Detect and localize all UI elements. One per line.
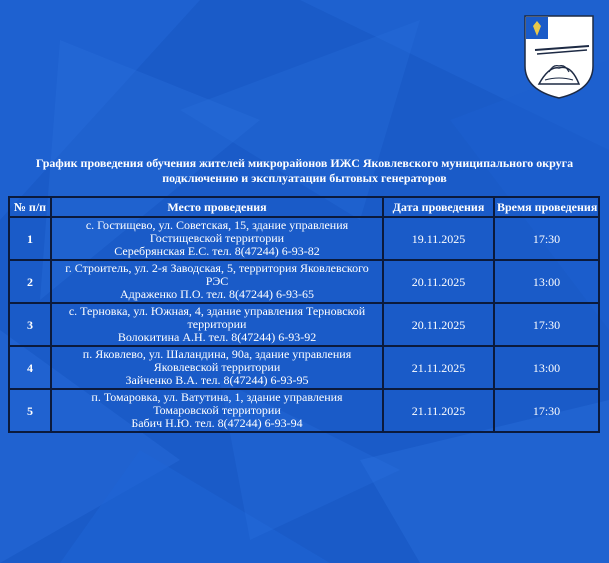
header-place: Место проведения — [51, 197, 383, 217]
row-time: 17:30 — [494, 389, 599, 432]
row-date: 20.11.2025 — [383, 260, 494, 303]
table-row — [9, 346, 599, 389]
header-date: Дата проведения — [383, 197, 494, 217]
place-address: п. Яковлево, ул. Шаландина, 90а, здание управления — [82, 347, 352, 361]
place-territory: Гостищевской территории — [149, 231, 285, 245]
place-address: г. Строитель, ул. 2-я Заводская, 5, территория Яковлевского — [65, 261, 369, 275]
row-place — [51, 217, 383, 260]
place-address: с. Гостищево, ул. Советская, 15, здание управления — [85, 218, 349, 232]
table-row — [9, 303, 599, 346]
row-num: 3 — [9, 303, 51, 346]
header-time: Время проведения — [494, 197, 599, 217]
schedule-title — [0, 156, 609, 186]
row-time: 17:30 — [494, 217, 599, 260]
place-contact: Волокитина А.Н. тел. 8(47244) 6-93-92 — [117, 330, 317, 344]
row-date: 21.11.2025 — [383, 389, 494, 432]
row-date: 20.11.2025 — [383, 303, 494, 346]
place-territory: РЭС — [205, 274, 229, 288]
place-contact: Зайченко В.А. тел. 8(47244) 6-93-95 — [125, 373, 309, 387]
place-contact: Бабич Н.Ю. тел. 8(47244) 6-93-94 — [131, 416, 303, 430]
header-num: № п/п — [9, 197, 51, 217]
table-row — [9, 260, 599, 303]
table-row — [9, 389, 599, 432]
row-place — [51, 346, 383, 389]
row-date: 19.11.2025 — [383, 217, 494, 260]
place-address: п. Томаровка, ул. Ватутина, 1, здание управления — [91, 390, 343, 404]
schedule-table — [8, 196, 600, 433]
row-num: 4 — [9, 346, 51, 389]
table-header-row — [9, 197, 599, 217]
table-row — [9, 217, 599, 260]
row-place — [51, 389, 383, 432]
row-place — [51, 303, 383, 346]
place-contact: Серебрянская Е.С. тел. 8(47244) 6-93-82 — [114, 244, 320, 258]
row-date: 21.11.2025 — [383, 346, 494, 389]
coat-of-arms-icon — [523, 14, 595, 100]
row-place — [51, 260, 383, 303]
place-address: с. Терновка, ул. Южная, 4, здание управления Терновской — [68, 304, 366, 318]
row-num: 2 — [9, 260, 51, 303]
row-time: 13:00 — [494, 346, 599, 389]
row-time: 13:00 — [494, 260, 599, 303]
place-contact: Адраженко П.О. тел. 8(47244) 6-93-65 — [119, 287, 315, 301]
row-num: 5 — [9, 389, 51, 432]
place-territory: территории — [187, 317, 247, 331]
row-num: 1 — [9, 217, 51, 260]
title-line-1: График проведения обучения жителей микрорайонов ИЖС Яковлевского муниципального округа — [35, 156, 574, 170]
title-line-2: подключению и эксплуатации бытовых генераторов — [162, 171, 447, 185]
row-time: 17:30 — [494, 303, 599, 346]
place-territory: Яковлевской территории — [153, 360, 281, 374]
place-territory: Томаровской территории — [153, 403, 281, 417]
